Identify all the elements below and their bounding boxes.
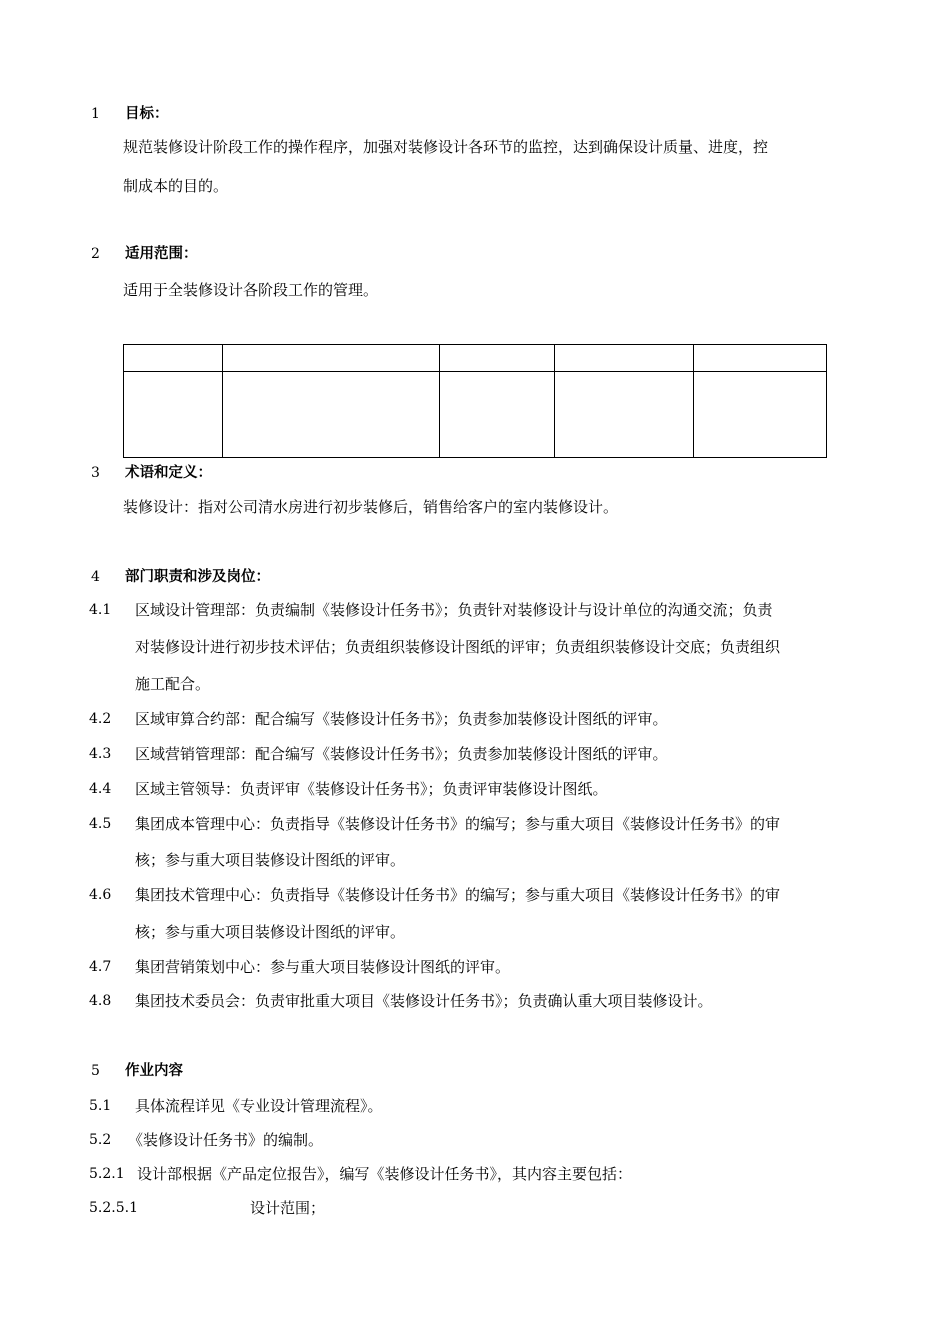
section-3-line-1: 装修设计：指对公司清水房进行初步装修后，销售给客户的室内装修设计。 xyxy=(123,498,619,516)
item-4-6-number: 4.6 xyxy=(89,887,112,903)
table-cell xyxy=(555,372,694,458)
section-1-number: 1 xyxy=(91,106,100,122)
table-cell xyxy=(555,345,694,372)
item-5-2-1-text: 设计部根据《产品定位报告》，编写《装修设计任务书》，其内容主要包括： xyxy=(137,1165,633,1183)
section-2-title: 适用范围： xyxy=(125,246,198,262)
section-4-number: 4 xyxy=(91,569,100,585)
item-4-3-line-1: 区域营销管理部：配合编写《装修设计任务书》；负责参加装修设计图纸的评审。 xyxy=(135,745,668,763)
table-cell xyxy=(223,372,440,458)
item-5-1-text: 具体流程详见《专业设计管理流程》。 xyxy=(135,1097,383,1115)
item-4-1-line-1: 区域设计管理部：负责编制《装修设计任务书》；负责针对装修设计与设计单位的沟通交流；负责 xyxy=(135,601,773,619)
item-4-1-number: 4.1 xyxy=(89,602,112,618)
item-5-2-1-number: 5.2.1 xyxy=(89,1166,125,1182)
section-2-number: 2 xyxy=(91,246,100,262)
item-4-2-line-1: 区域审算合约部：配合编写《装修设计任务书》；负责参加装修设计图纸的评审。 xyxy=(135,710,668,728)
item-5-1-number: 5.1 xyxy=(89,1098,112,1114)
section-3-title: 术语和定义： xyxy=(125,465,212,481)
item-5-2-number: 5.2 xyxy=(89,1132,112,1148)
item-4-1-line-3: 施工配合。 xyxy=(135,675,211,693)
section-3-number: 3 xyxy=(91,465,100,481)
section-2-line-1: 适用于全装修设计各阶段工作的管理。 xyxy=(123,281,379,299)
item-4-6-line-2: 核；参与重大项目装修设计图纸的评审。 xyxy=(135,923,406,941)
table-cell xyxy=(124,372,223,458)
item-4-1-line-2: 对装修设计进行初步技术评估；负责组织装修设计图纸的评审；负责组织装修设计交底；负责组织 xyxy=(135,638,781,656)
item-4-5-number: 4.5 xyxy=(89,816,112,832)
table-cell xyxy=(124,345,223,372)
item-5-2-5-1-number: 5.2.5.1 xyxy=(89,1200,138,1216)
section-1-title: 目标： xyxy=(125,106,169,122)
item-5-2-text: 《装修设计任务书》的编制。 xyxy=(128,1131,324,1149)
section-5-title: 作业内容 xyxy=(125,1063,183,1079)
item-4-4-number: 4.4 xyxy=(89,781,112,797)
section-4-title: 部门职责和涉及岗位： xyxy=(125,569,270,585)
item-4-8-line-1: 集团技术委员会：负责审批重大项目《装修设计任务书》；负责确认重大项目装修设计。 xyxy=(135,992,713,1010)
item-4-3-number: 4.3 xyxy=(89,746,112,762)
item-4-5-line-2: 核；参与重大项目装修设计图纸的评审。 xyxy=(135,851,406,869)
blank-table xyxy=(123,344,827,458)
item-5-2-5-1-text: 设计范围； xyxy=(250,1199,326,1217)
section-5-number: 5 xyxy=(91,1063,100,1079)
table-cell xyxy=(440,345,555,372)
section-1-line-2: 制成本的目的。 xyxy=(123,177,229,195)
item-4-4-line-1: 区域主管领导：负责评审《装修设计任务书》；负责评审装修设计图纸。 xyxy=(135,780,608,798)
table-cell xyxy=(440,372,555,458)
item-4-2-number: 4.2 xyxy=(89,711,112,727)
table-cell xyxy=(694,372,827,458)
item-4-8-number: 4.8 xyxy=(89,993,112,1009)
table-cell xyxy=(223,345,440,372)
item-4-5-line-1: 集团成本管理中心：负责指导《装修设计任务书》的编写；参与重大项目《装修设计任务书》的审 xyxy=(135,815,781,833)
section-1-line-1: 规范装修设计阶段工作的操作程序，加强对装修设计各环节的监控，达到确保设计质量、进度，控 xyxy=(123,138,769,156)
item-4-7-line-1: 集团营销策划中心：参与重大项目装修设计图纸的评审。 xyxy=(135,958,511,976)
item-4-6-line-1: 集团技术管理中心：负责指导《装修设计任务书》的编写；参与重大项目《装修设计任务书》的审 xyxy=(135,886,781,904)
item-4-7-number: 4.7 xyxy=(89,959,112,975)
table-cell xyxy=(694,345,827,372)
